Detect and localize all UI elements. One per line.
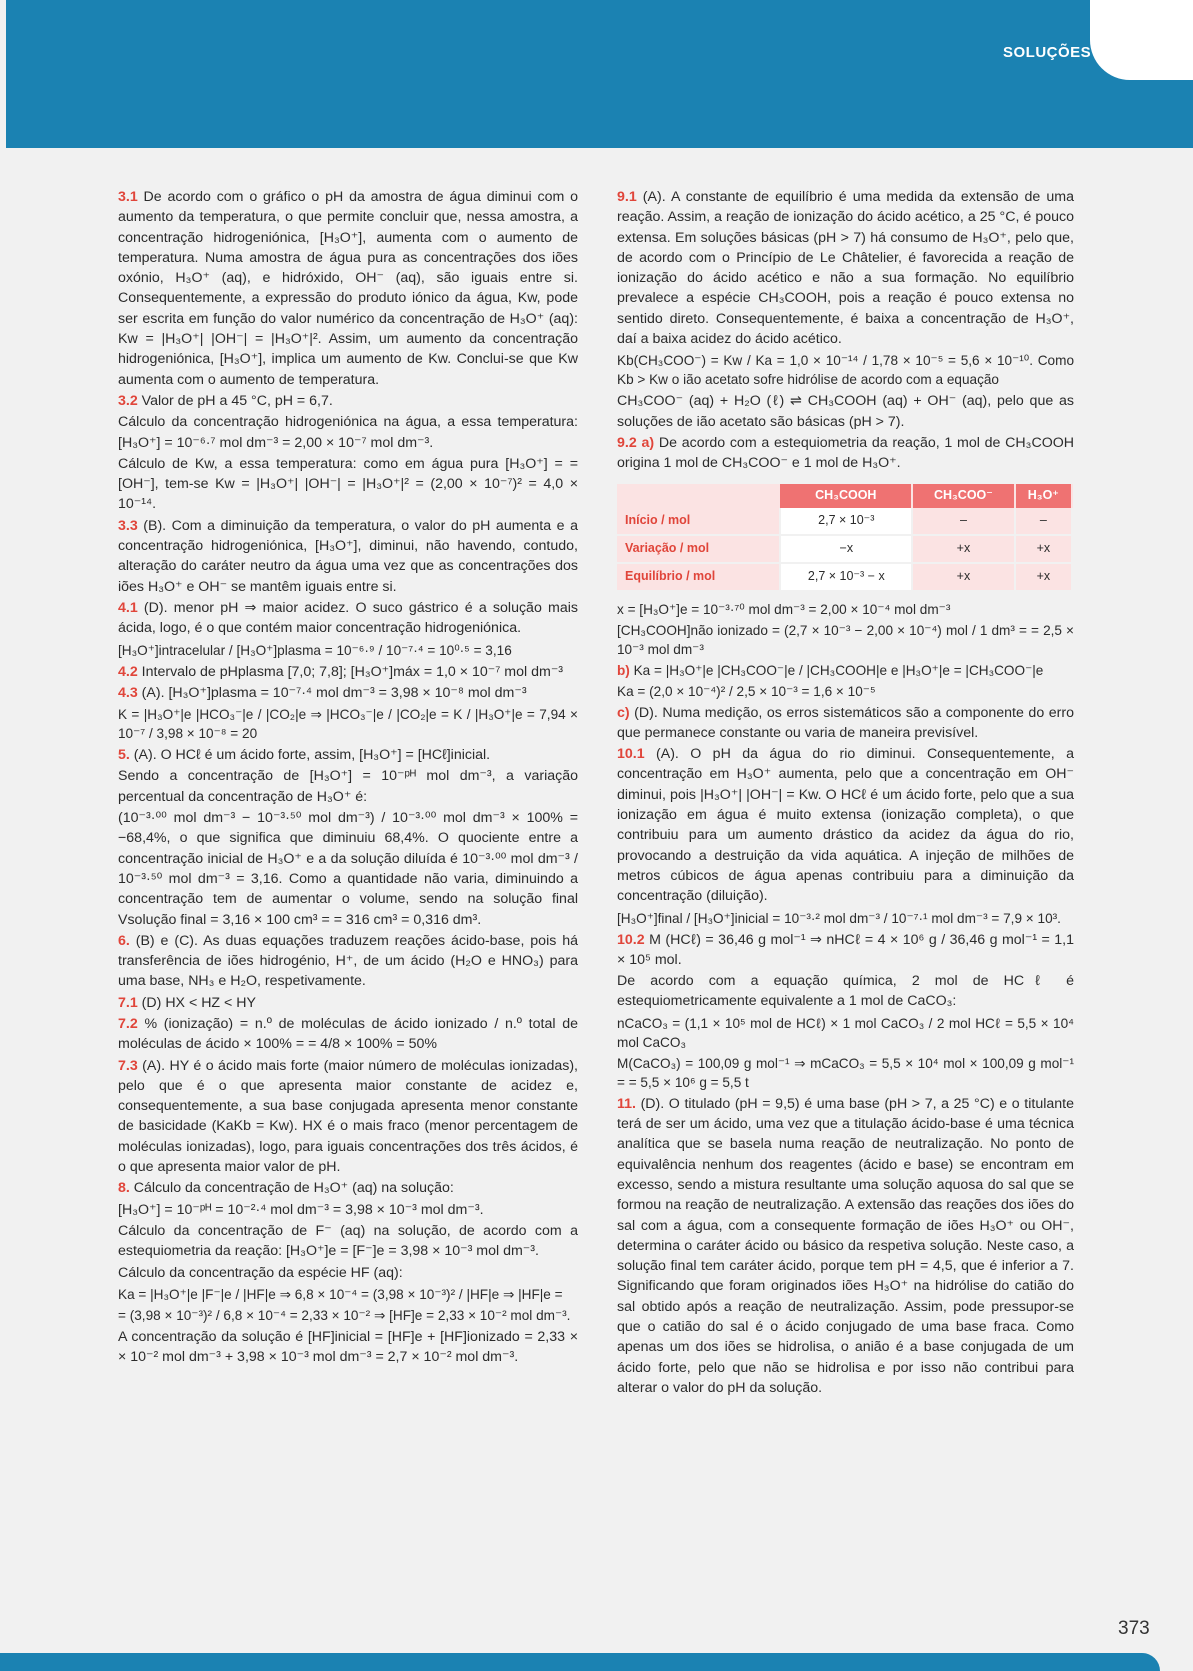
answer-text: Ka = (2,0 × 10⁻⁴)² / 2,5 × 10⁻³ = 1,6 × 10⁻⁵ xyxy=(617,683,876,699)
row-label: Equilíbrio / mol xyxy=(617,563,780,591)
answer-paragraph xyxy=(118,745,578,765)
answer-text: (B) e (C). As duas equações traduzem reações ácido-base, pois há transferência de iões hidrogénio, H⁺, de um ácido (H₂O e HNO₃) para uma base, NH₃ e H₂O, respetivamente. xyxy=(118,932,578,990)
answer-text: M(CaCO₃) = 100,09 g mol⁻¹ ⇒ mCaCO₃ = 5,5 × 10⁴ mol × 100,09 g mol⁻¹ = = 5,5 × 10⁶ g = 5,5 t xyxy=(617,1055,1074,1090)
question-number: 3.3 xyxy=(118,517,138,534)
right-column xyxy=(617,187,1074,1399)
table-cell: +x xyxy=(912,563,1015,591)
answer-text: Cálculo de Kw, a essa temperatura: como em água pura [H₃O⁺] = = [OH⁻], tem-se Kw = |H₃O⁺| |OH⁻| = |H₃O⁺|² = (2,00 × 10⁻⁷)² = 4,0 × 10⁻¹⁴. xyxy=(118,455,578,513)
answer-text: De acordo com a equação química, 2 mol de HCℓ é estequiometricamente equivalente a 1 mol de CaCO₃: xyxy=(617,973,1074,1010)
answer-text: (B). Com a diminuição da temperatura, o valor do pH aumenta e a concentração hidrogeniónica, [H₃O⁺], diminui, não havendo, contudo, alteração do caráter neutro da água uma vez que as concentrações dos iões H₃O⁺ e OH⁻ se mantêm iguais entre si. xyxy=(118,517,578,595)
answer-text: nCaCO₃ = (1,1 × 10⁵ mol de HCℓ) × 1 mol CaCO₃ / 2 mol HCℓ = 5,5 × 10⁴ mol CaCO₃ xyxy=(617,1015,1074,1050)
left-column xyxy=(118,187,578,1368)
equation-line xyxy=(617,661,1074,680)
answer-text: % (ionização) = n.º de moléculas de ácido ionizado / n.º total de moléculas de ácido × 100% = = 4/8 × 100% = 50% xyxy=(118,1015,578,1053)
answer-text: CH₃COO⁻ (aq) + H₂O (ℓ) ⇌ CH₃COOH (aq) + OH⁻ (aq), pelo que as soluções de ião acetato são básicas (pH > 7). xyxy=(617,393,1074,430)
answer-paragraph xyxy=(118,931,578,992)
equation-line xyxy=(617,1014,1074,1052)
answer-text: (D). O titulado (pH = 9,5) é uma base (pH > 7, a 25 °C) e o titulante terá de ser um ácido, uma vez que a titulação ácido-base é uma técnica analítica que se basela numa reação de neutralização. No ponto de equivalência nenhum dos reagentes (ácido e base) se encontram em excesso, sendo a mistura resultante uma solução aquosa do sal que se formou na reação de neutralização. A extensão das reações dos iões do sal com a água, com a consequente formação de iões H₃O⁺ ou OH⁻, determina o caráter ácido ou básico da respetiva solução. Neste caso, a solução final tem caráter ácido, porque tem pH = 4,5, que é inferior a 7. Significando que foram originados iões H₃O⁺ na hidrólise do catião do sal obtido após a reação de neutralização. Assim, pode pressupor-se que o catião do sal é o ácido conjugado de uma base fraca. Como apenas um dos iões se hidrolisa, o anião é a base conjugada de um ácido forte, pelo que não se hidrolisa e por isso não contribui para alterar o valor do pH da solução. xyxy=(617,1095,1074,1396)
table-header: CH₃COO⁻ xyxy=(912,484,1015,508)
question-number: 4.1 xyxy=(118,599,138,616)
answer-paragraph xyxy=(118,1327,578,1368)
equation-line xyxy=(617,909,1074,928)
answer-text: Ka = |H₃O⁺|e |CH₃COO⁻|e / |CH₃COOH|e e |H₃O⁺|e = |CH₃COO⁻|e xyxy=(629,662,1044,678)
answer-text: Kb(CH₃COO⁻) = Kw / Ka = 1,0 × 10⁻¹⁴ / 1,78 × 10⁻⁵ = 5,6 × 10⁻¹⁰. Como Kb > Kw o ião acetato sofre hidrólise de acordo com a equação xyxy=(617,353,1074,388)
table-cell: 2,7 × 10⁻³ − x xyxy=(780,563,912,591)
question-number: 11. xyxy=(617,1095,636,1112)
table-cell: 2,7 × 10⁻³ xyxy=(780,508,912,535)
answer-text: Cálculo da concentração da espécie HF (aq): xyxy=(118,1264,403,1281)
page-footer-band xyxy=(0,1653,1160,1671)
answer-text: (10⁻³·⁰⁰ mol dm⁻³ − 10⁻³·⁵⁰ mol dm⁻³) / 10⁻³·⁰⁰ mol dm⁻³ × 100% = −68,4%, o que significa que diminuiu 68,4%. O quociente entre a concentração inicial de H₃O⁺ e a da solução diluída é 10⁻³·⁰⁰ mol dm⁻³ / 10⁻³·⁵⁰ mol dm⁻³ = 3,16. Como a quantidade não varia, diminuindo a concentração tem de aumentar o volume, sendo na solução final Vsolução final = 3,16 × 100 cm³ = = 316 cm³ = 0,316 dm³. xyxy=(118,810,578,928)
answer-paragraph xyxy=(118,662,578,682)
answer-text: Cálculo da concentração de H₃O⁺ (aq) na solução: xyxy=(129,1180,454,1197)
answer-text: = (3,98 × 10⁻³)² / 6,8 × 10⁻⁴ = 2,33 × 10⁻² ⇒ [HF]e = 2,33 × 10⁻² mol dm⁻³. xyxy=(118,1307,571,1323)
answer-text: x = [H₃O⁺]e = 10⁻³·⁷⁰ mol dm⁻³ = 2,00 × 10⁻⁴ mol dm⁻³ xyxy=(617,601,951,617)
question-number: 8. xyxy=(118,1180,130,1197)
page-number: 373 xyxy=(1118,1618,1150,1639)
answer-text: De acordo com o gráfico o pH da amostra de água diminui com o aumento da temperatura, o que permite concluir que, nessa amostra, a concentração hidrogeniónica, [H₃O⁺], aumenta com o aumento de temperatura. Numa amostra de água pura as concentrações dos iões oxónio, H₃O⁺ (aq), e hidróxido, OH⁻ (aq), são iguais entre si. Consequentemente, a expressão do produto iónico da água, Kw, pode ser escrita em função do valor numérico da concentração de H₃O⁺ (aq): Kw = |H₃O⁺| |OH⁻| = |H₃O⁺|². Assim, um aumento da concentração hidrogeniónica, [H₃O⁺], implica um aumento de Kw. Conclui-se que Kw aumenta com o aumento de temperatura. xyxy=(118,189,578,388)
equation-line xyxy=(617,1054,1074,1092)
answer-paragraph xyxy=(118,454,578,515)
question-number: 4.3 xyxy=(118,684,138,701)
answer-text: K = |H₃O⁺|e |HCO₃⁻|e / |CO₂|e ⇒ |HCO₃⁻|e / |CO₂|e = K / |H₃O⁺|e = 7,94 × 10⁻⁷ / 3,98 × 10⁻⁸ = 20 xyxy=(118,707,578,742)
table-cell: −x xyxy=(780,535,912,563)
table-row xyxy=(617,535,1072,563)
answer-text: Cálculo da concentração hidrogeniónica na água, a essa temperatura: [H₃O⁺] = 10⁻⁶·⁷ mol dm⁻³ = 2,00 × 10⁻⁷ mol dm⁻³. xyxy=(118,414,578,451)
table-cell: +x xyxy=(1015,535,1072,563)
answer-paragraph xyxy=(118,1014,578,1055)
answer-text: Cálculo da concentração de F⁻ (aq) na solução, de acordo com a estequiometria da reação: [H₃O⁺]e = [F⁻]e = 3,98 × 10⁻³ mol dm⁻³. xyxy=(118,1222,578,1260)
question-number: 6. xyxy=(118,932,130,949)
answer-paragraph xyxy=(617,971,1074,1012)
table-header: CH₃COOH xyxy=(780,484,912,508)
answer-paragraph xyxy=(617,930,1074,971)
answer-text: Intervalo de pHplasma [7,0; 7,8]; [H₃O⁺]máx = 1,0 × 10⁻⁷ mol dm⁻³ xyxy=(137,663,564,680)
equation-line xyxy=(617,600,1074,619)
table-row xyxy=(617,563,1072,591)
equation-line xyxy=(118,1285,578,1304)
question-number: 7.1 xyxy=(118,994,138,1011)
answer-paragraph xyxy=(118,516,578,597)
answer-paragraph xyxy=(118,391,578,411)
answer-text: (D). menor pH ⇒ maior acidez. O suco gástrico é a solução mais ácida, logo, é o que contém maior concentração hidrogeniónica. xyxy=(118,599,578,637)
question-number: 10.1 xyxy=(617,746,645,763)
question-number: 5. xyxy=(118,747,130,764)
table-corner xyxy=(617,484,780,508)
question-number: 3.2 xyxy=(118,392,138,409)
row-label: Início / mol xyxy=(617,508,780,535)
answer-paragraph xyxy=(118,1056,578,1178)
question-number: 10.2 xyxy=(617,931,645,948)
equation-line xyxy=(118,705,578,743)
answer-paragraph xyxy=(118,1200,578,1220)
answer-text: [CH₃COOH]não ionizado = (2,7 × 10⁻³ − 2,00 × 10⁻⁴) mol / 1 dm³ = = 2,5 × 10⁻³ mol dm⁻³ xyxy=(617,622,1074,657)
answer-text: (A). O pH da água do rio diminui. Consequentemente, a concentração em H₃O⁺ aumenta, pelo que a concentração em OH⁻ diminui, pois |H₃O⁺| |OH⁻| = Kw. O HCℓ é um ácido forte, pelo que a sua ionização em água é muito extensa (ionização completa), o que contribuiu para um aumento drástico da acidez da água do rio, provocando a destruição da vida aquática. A injeção de milhões de metros cúbicos de água apenas contribuiu para a diminuição da concentração (diluição). xyxy=(617,746,1074,905)
table-header: H₃O⁺ xyxy=(1015,484,1072,508)
answer-text: De acordo com a estequiometria da reação, 1 mol de CH₃COOH origina 1 mol de CH₃COO⁻ e 1 mol de H₃O⁺. xyxy=(617,434,1075,472)
table-cell: +x xyxy=(912,535,1015,563)
answer-paragraph xyxy=(118,683,578,703)
answer-text: Ka = |H₃O⁺|e |F⁻|e / |HF|e ⇒ 6,8 × 10⁻⁴ = (3,98 × 10⁻³)² / |HF|e ⇒ |HF|e = xyxy=(118,1286,563,1302)
answer-paragraph xyxy=(617,703,1074,744)
row-label: Variação / mol xyxy=(617,535,780,563)
answer-paragraph xyxy=(617,187,1074,349)
table-cell: – xyxy=(1015,508,1072,535)
answer-paragraph xyxy=(617,391,1074,432)
answer-text: (A). [H₃O⁺]plasma = 10⁻⁷·⁴ mol dm⁻³ = 3,98 × 10⁻⁸ mol dm⁻³ xyxy=(137,684,527,701)
question-number: 7.3 xyxy=(118,1057,138,1074)
question-number: 7.2 xyxy=(118,1015,138,1032)
answer-text: (D). Numa medição, os erros sistemáticos são a componente do erro que permanece constante ou varia de maneira previsível. xyxy=(617,704,1074,741)
table-cell: – xyxy=(912,508,1015,535)
answer-text: (A). HY é o ácido mais forte (maior número de moléculas ionizadas), pelo que é o que apresenta maior constante de acidez e, consequentemente, a sua base conjugada apresenta menor constante de basicidade (KaKb = Kw). HX é o mais fraco (menor percentagem de moléculas ionizadas), logo, para iguais concentrações dos três ácidos, é o que apresenta maior valor de pH. xyxy=(118,1057,578,1176)
answer-paragraph xyxy=(617,433,1074,474)
answer-text: A concentração da solução é [HF]inicial = [HF]e + [HF]ionizado = 2,33 × × 10⁻² mol dm⁻³ + 3,98 × 10⁻³ mol dm⁻³ = 2,7 × 10⁻² mol dm⁻³. xyxy=(118,1328,578,1366)
equation-line xyxy=(118,641,578,660)
section-title: SOLUÇÕES xyxy=(1003,44,1092,61)
table-row xyxy=(617,508,1072,535)
ice-table xyxy=(617,484,1073,592)
answer-paragraph xyxy=(617,744,1074,906)
page-header-band xyxy=(6,0,1193,148)
question-number: 3.1 xyxy=(118,189,138,205)
answer-paragraph xyxy=(118,1221,578,1262)
answer-paragraph xyxy=(118,598,578,639)
answer-text: (A). A constante de equilíbrio é uma medida da extensão de uma reação. Assim, a reação de ionização do ácido acético, a 25 °C, é pouco extensa. Em soluções básicas (pH > 7) há consumo de H₃O⁺, pelo que, de acordo com o Princípio de Le Châtelier, é favorecida a reação de ionização do ácido acético e não a sua formação. No equilíbrio prevalece a espécie CH₃COOH, pois a reação é pouco extensa no sentido direto. Consequentemente, é baixa a concentração de H₃O⁺, daí a baixa acidez do ácido acético. xyxy=(617,189,1074,348)
equation-line xyxy=(617,682,1074,701)
answer-paragraph xyxy=(118,993,578,1013)
question-number: c) xyxy=(617,704,630,721)
answer-text: Sendo a concentração de [H₃O⁺] = 10⁻ᵖᴴ mol dm⁻³, a variação percentual da concentração de H₃O⁺ é: xyxy=(118,768,578,805)
answer-paragraph xyxy=(118,412,578,453)
answer-text: Valor de pH a 45 °C, pH = 6,7. xyxy=(137,392,333,409)
answer-paragraph xyxy=(118,808,578,930)
header-corner-tab xyxy=(1090,0,1193,80)
question-number: 4.2 xyxy=(118,663,138,680)
equation-line xyxy=(617,351,1074,389)
answer-paragraph xyxy=(118,766,578,807)
answer-text: (A). O HCℓ é um ácido forte, assim, [H₃O⁺] = [HCℓ]inicial. xyxy=(129,747,491,764)
table-cell: +x xyxy=(1015,563,1072,591)
answer-text: (D) HX < HZ < HY xyxy=(137,994,256,1011)
answer-paragraph xyxy=(118,187,578,390)
answer-text: [H₃O⁺]final / [H₃O⁺]inicial = 10⁻³·² mol dm⁻³ / 10⁻⁷·¹ mol dm⁻³ = 7,9 × 10³. xyxy=(617,910,1061,926)
answer-text: [H₃O⁺] = 10⁻ᵖᴴ = 10⁻²·⁴ mol dm⁻³ = 3,98 × 10⁻³ mol dm⁻³. xyxy=(118,1201,484,1218)
equation-line xyxy=(617,621,1074,659)
equation-line xyxy=(118,1306,578,1325)
answer-paragraph xyxy=(118,1178,578,1198)
question-number: 9.1 xyxy=(617,189,637,205)
question-number: 9.2 a) xyxy=(617,434,655,451)
answer-text: [H₃O⁺]intracelular / [H₃O⁺]plasma = 10⁻⁶·⁹ / 10⁻⁷·⁴ = 10⁰·⁵ = 3,16 xyxy=(118,642,512,658)
answer-paragraph xyxy=(118,1263,578,1283)
answer-paragraph xyxy=(617,1094,1074,1398)
answer-text: M (HCℓ) = 36,46 g mol⁻¹ ⇒ nHCℓ = 4 × 10⁶ g / 36,46 g mol⁻¹ = 1,1 × 10⁵ mol. xyxy=(617,931,1074,968)
question-number: b) xyxy=(617,662,630,678)
